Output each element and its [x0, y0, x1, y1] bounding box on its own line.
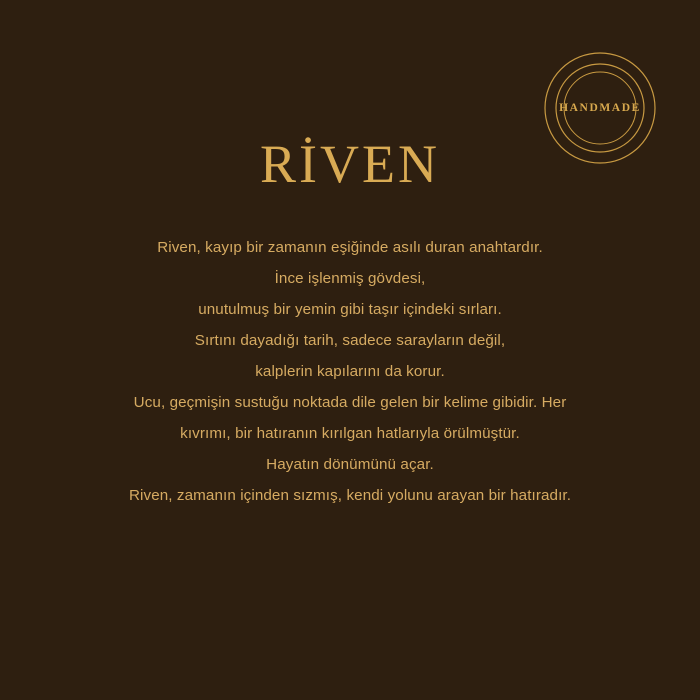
poem-line: Riven, zamanın içinden sızmış, kendi yolunu arayan bir hatıradır. — [128, 487, 572, 504]
poem-line: unutulmuş bir yemin gibi taşır içindeki sırları. — [198, 301, 502, 318]
poem-text — [0, 232, 700, 511]
poem-line: Ucu, geçmişin sustuğu noktada dile gelen bir kelime gibidir. Her — [133, 394, 567, 411]
poem-line: İnce işlenmiş gövdesi, — [274, 270, 426, 287]
poem-line: kalplerin kapılarını da korur. — [255, 363, 445, 380]
brand-title: RİVEN — [260, 134, 440, 194]
poem-line: kıvrımı, bir hatıranın kırılgan hatlarıyla örülmüştür. — [180, 425, 520, 442]
poem-line: Riven, kayıp bir zamanın eşiğinde asılı duran anahtardır. — [157, 239, 543, 256]
handmade-seal-label: HANDMADE — [559, 102, 641, 114]
poem-line: Hayatın dönümünü açar. — [266, 456, 434, 473]
poem-line: Sırtını dayadığı tarih, sadece sarayların değil, — [194, 332, 506, 349]
